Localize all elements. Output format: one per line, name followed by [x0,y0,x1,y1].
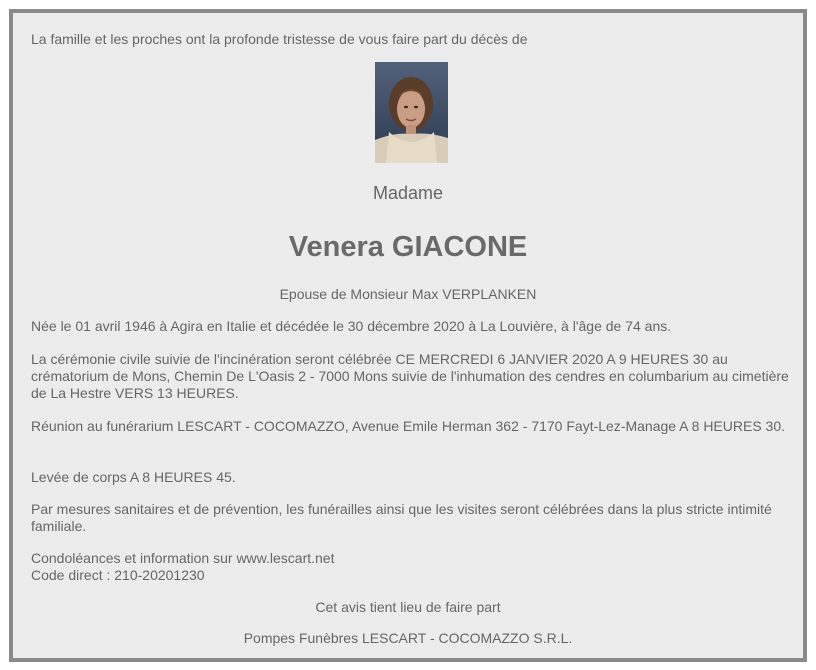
notice-statement: Cet avis tient lieu de faire part [315,599,501,615]
death-notice-card [9,9,807,662]
levee-paragraph: Levée de corps A 8 HEURES 45. [31,469,236,485]
condolences-line: Condoléances et information sur www.lescart.net [31,550,335,566]
sanitary-paragraph: Par mesures sanitaires et de prévention, les funérailles ainsi que les visites seront célébrées dans la plus stricte intimité familiale. [31,501,772,534]
honorific-title: Madame [372,183,444,203]
ceremony-paragraph: La cérémonie civile suivie de l'incinération seront célébrée CE MERCREDI 6 JANVIER 2020 A 9 HEURES 30 au crématorium de Mons, Chemin De L'Oasis 2 - 7000 Mons suivie de l'inhumation des cendres en columbarium au cimetière de La Hestre VERS 13 HEURES. [31,351,789,401]
intro-text: La famille et les proches ont la profonde tristesse de vous faire part du décès de [31,31,528,47]
reunion-paragraph: Réunion au funérarium LESCART - COCOMAZZO, Avenue Emile Herman 362 - 7170 Fayt-Lez-Manage A 8 HEURES 30. [31,418,786,434]
direct-code-line: Code direct : 210-20201230 [31,567,205,583]
deceased-name: Venera GIACONE [288,231,528,263]
portrait-photo [375,62,448,163]
birth-death-paragraph: Née le 01 avril 1946 à Agira en Italie et décédée le 30 décembre 2020 à La Louvière, à l'âge de 74 ans. [31,318,672,334]
portrait-image [375,62,448,163]
spouse-line: Epouse de Monsieur Max VERPLANKEN [279,286,537,302]
funeral-home-name: Pompes Funèbres LESCART - COCOMAZZO S.R.L. [243,630,573,646]
